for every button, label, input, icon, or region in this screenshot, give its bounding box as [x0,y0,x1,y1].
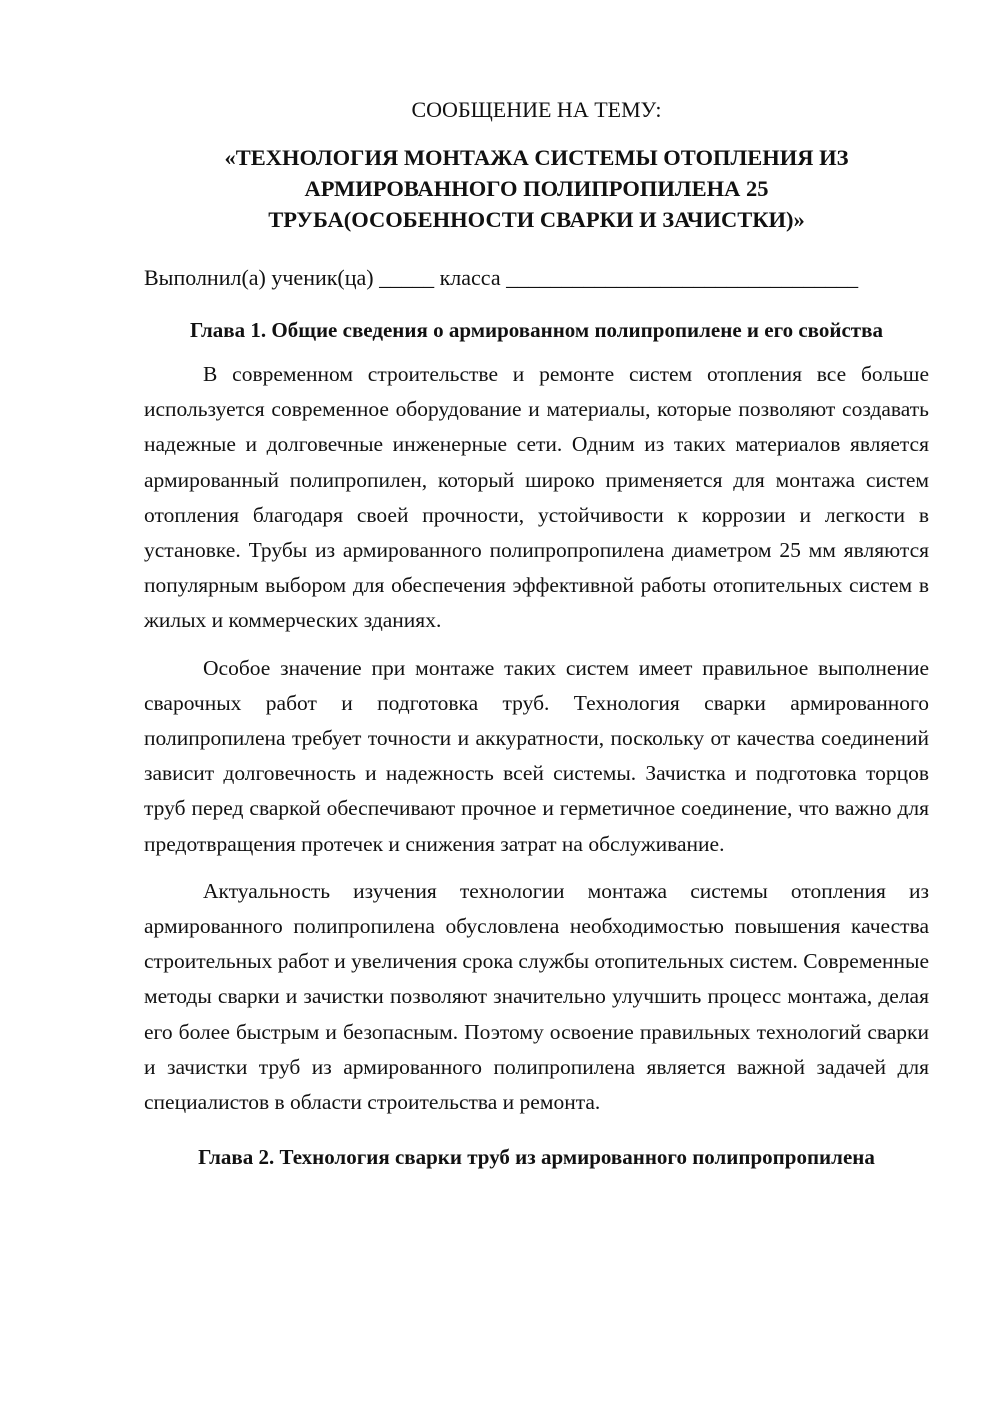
title-line-3: ТРУБА(ОСОБЕННОСТИ СВАРКИ И ЗАЧИСТКИ)» [268,207,805,232]
author-line: Выполнил(а) ученик(ца) _____ класса ________________________________ [144,265,859,290]
chapter-1-title: Глава 1. Общие сведения о армированном полипропилене и его свойства [190,318,883,342]
document-page [144,94,929,1184]
chapter-2-title: Глава 2. Технология сварки труб из армированного полипропропилена [198,1145,875,1170]
title-line-2: АРМИРОВАННОГО ПОЛИПРОПИЛЕНА 25 [304,176,769,201]
paragraph-2: Особое значение при монтаже таких систем имеет правильное выполнение сварочных работ и подготовка труб. Технология сварки армированного полипропилена требует точности и аккуратности, поскольку от качества соединений зависит долговечность и надежность всей системы. Зачистка и подготовка торцов труб перед сваркой обеспечивают прочное и герметичное соединение, что важно для предотвращения протечек и снижения затрат на обслуживание. [144,655,929,856]
paragraph-1: В современном строительстве и ремонте систем отопления все больше используется современное оборудование и материалы, которые позволяют создавать надежные и долговечные инженерные сети. Одним из таких материалов является армированный полипропилен, который широко применяется для монтажа систем отопления благодаря своей прочности, устойчивости к коррозии и легкости в установке. Трубы из армированного полипропропилена диаметром 25 мм являются популярным выбором для обеспечения эффективной работы отопительных систем в жилых и коммерческих зданиях. [144,362,929,633]
document-title [144,142,929,235]
paragraph-3: Актуальность изучения технологии монтажа системы отопления из армированного полипропилена обусловлена необходимостью повышения качества строительных работ и увеличения срока службы отопительных систем. Современные методы сварки и зачистки позволяют значительно улучшить процесс монтажа, делая его более быстрым и безопасным. Поэтому освоение правильных технологий сварки и зачистки труб из армированного полипропилена является важной задачей для специалистов в области строительства и ремонта. [144,878,929,1115]
title-line-1: «ТЕХНОЛОГИЯ МОНТАЖА СИСТЕМЫ ОТОПЛЕНИЯ ИЗ [224,145,849,170]
document-header: СООБЩЕНИЕ НА ТЕМУ: [411,97,662,122]
